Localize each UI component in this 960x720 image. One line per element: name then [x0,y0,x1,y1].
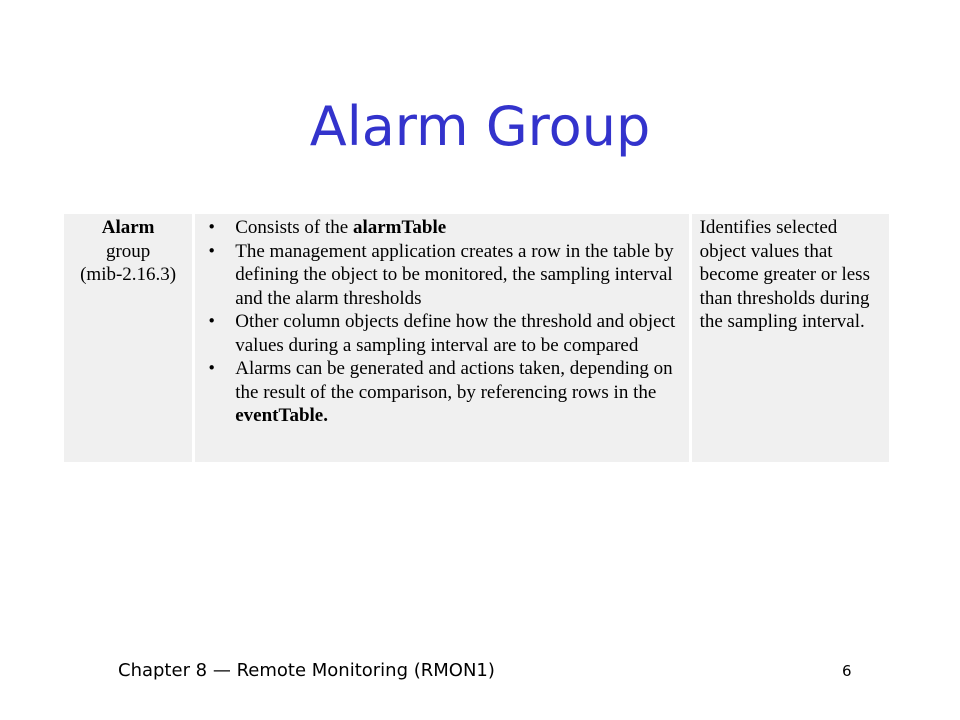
group-name: Alarm [101,217,155,238]
bullet-list [201,216,682,428]
alarm-group-table [64,214,889,462]
bullet-icon: • [207,241,217,260]
group-oid: (mib-2.16.3) [80,264,177,285]
list-item [201,240,682,311]
bullet-text: Other column objects define how the threshold and object values during a sampling interval are to be compared [235,311,676,356]
bullet-text: The management application creates a row in the table by defining the object to be monitored, the sampling interval and the alarm thresholds [235,240,674,309]
page-number: 6 [842,662,852,680]
slide-footer: Chapter 8 — Remote Monitoring (RMON1) [118,660,495,681]
group-cell [64,214,195,462]
list-item [201,216,682,240]
bullet-icon: • [207,312,217,330]
group-label: group [105,240,151,262]
slide-title: Alarm Group [309,95,651,158]
list-item [201,310,682,357]
bullet-icon: • [207,359,217,377]
bullet-bold-text: alarmTable [352,217,447,238]
description-cell: Identifies selected object values that become greater or less than thresholds during the sampling interval. [692,214,889,462]
list-item [201,357,682,428]
table-row [64,214,889,462]
bullet-icon: • [207,218,217,236]
bullet-text: Consists of the [235,217,353,238]
bullet-bold-text: eventTable. [235,405,328,426]
bullet-text: Alarms can be generated and actions taken, depending on the result of the comparison, by referencing rows in the [235,358,673,403]
bullets-cell [195,214,691,462]
